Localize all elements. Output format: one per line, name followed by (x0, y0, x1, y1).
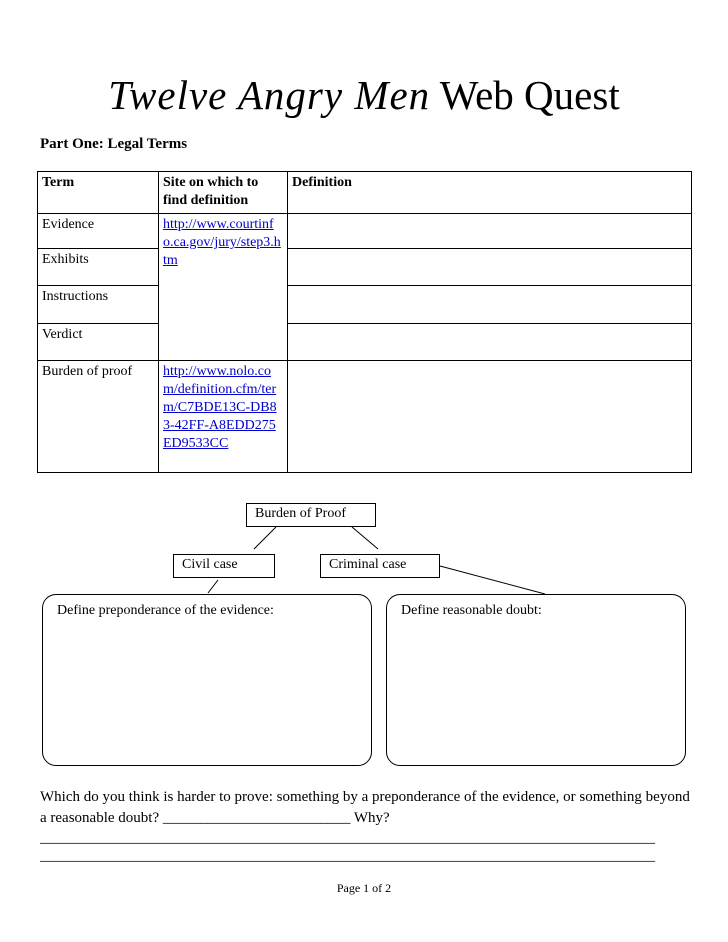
connector-civil-left (208, 580, 218, 593)
term-evidence: Evidence (38, 214, 159, 249)
preponderance-answer-box[interactable] (42, 594, 372, 766)
term-burden-of-proof: Burden of proof (38, 361, 159, 473)
burden-of-proof-box: Burden of Proof (246, 503, 376, 527)
reasonable-doubt-answer-box[interactable] (386, 594, 686, 766)
title-rest: Web Quest (430, 72, 620, 118)
question-blank[interactable]: _________________________ (162, 810, 351, 826)
question-part2: Why? (350, 810, 390, 826)
criminal-case-box: Criminal case (320, 554, 440, 578)
nolo-link[interactable]: http://www.nolo.com/definition.cfm/term/C7BDE13C-DB83-42FF-A8EDD275ED9533CC (159, 361, 288, 473)
courtinfo-link[interactable]: http://www.courtinfo.ca.gov/jury/step3.htm (159, 214, 288, 361)
preponderance-prompt: Define preponderance of the evidence: (57, 603, 274, 618)
header-definition: Definition (288, 172, 692, 214)
term-verdict: Verdict (38, 324, 159, 361)
reasonable-doubt-prompt: Define reasonable doubt: (401, 603, 542, 618)
answer-line[interactable]: __________________________________________________________________________________ (40, 848, 655, 864)
answer-line[interactable]: __________________________________________________________________________________ (40, 830, 655, 846)
section-heading: Part One: Legal Terms (40, 136, 188, 152)
civil-case-box: Civil case (173, 554, 275, 578)
connector-criminal-right (440, 566, 545, 594)
connector-root-criminal (352, 527, 378, 549)
header-term: Term (38, 172, 159, 214)
page-footer: Page 1 of 2 (336, 881, 392, 895)
connector-root-civil (254, 527, 276, 549)
question-text (40, 787, 690, 829)
header-site: Site on which to find definition (159, 172, 288, 214)
term-instructions: Instructions (38, 286, 159, 324)
question-part1: Which do you think is harder to prove: something by a preponderance of the evidence, or something beyond a reasonable doubt? (40, 789, 690, 826)
term-exhibits: Exhibits (38, 249, 159, 286)
title-italic: Twelve Angry Men (108, 72, 431, 118)
